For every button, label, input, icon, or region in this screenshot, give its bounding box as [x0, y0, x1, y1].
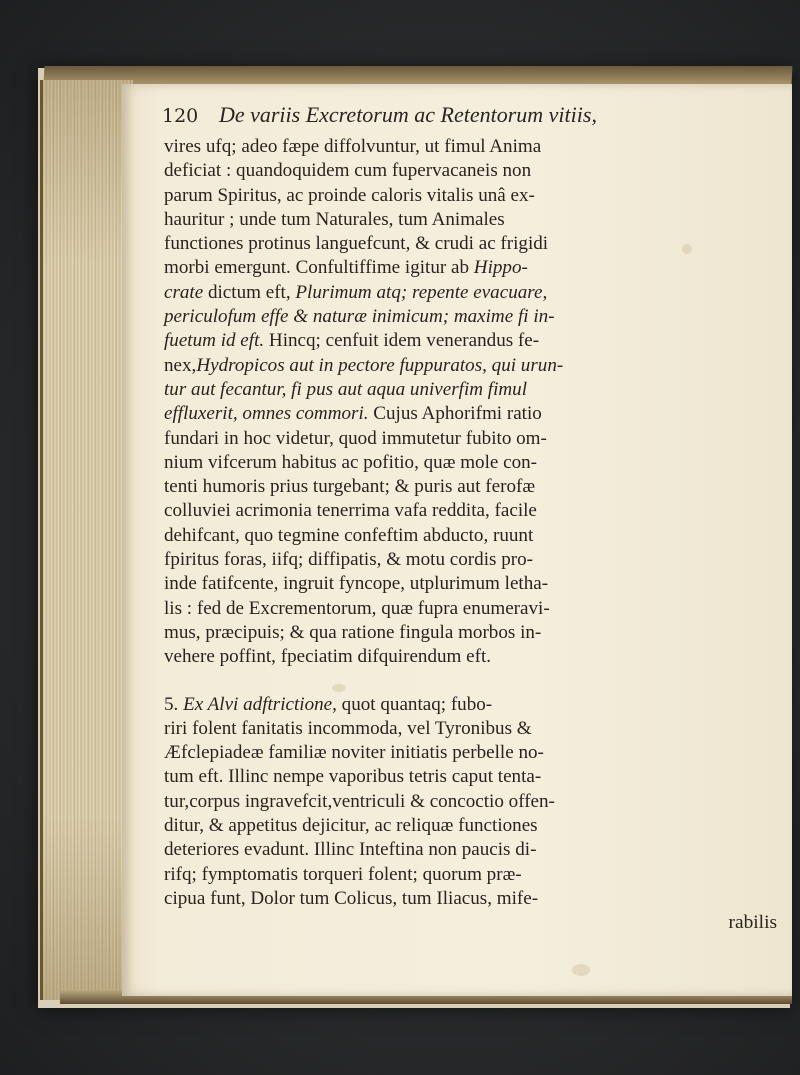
text-run: nium vifcerum habitus ac pofitio, quæ mole con-	[164, 451, 538, 473]
text-line	[164, 256, 776, 280]
text-run: parum Spiritus, ac proinde caloris vitalis unâ ex-	[164, 184, 535, 206]
book-top-edge	[44, 66, 793, 84]
text-line	[164, 427, 776, 451]
text-line	[164, 329, 776, 353]
body-text	[164, 135, 786, 936]
text-run: hauritur ; unde tum Naturales, tum Animales	[164, 208, 505, 230]
italic-run: Hippo-	[473, 257, 528, 279]
text-line	[164, 887, 776, 911]
text-line	[164, 621, 776, 645]
text-run: inde fatifcente, ingruit fyncope, utplurimum letha-	[164, 573, 549, 595]
text-line	[164, 741, 776, 765]
text-line	[164, 135, 776, 159]
text-line	[164, 572, 776, 596]
text-line	[164, 305, 776, 329]
text-line	[164, 790, 776, 814]
text-run: tum eft. Illinc nempe vaporibus tetris caput tenta-	[164, 766, 542, 788]
text-run: deficiat : quandoquidem cum fupervacaneis non	[164, 160, 532, 182]
text-run: rifq; fymptomatis torqueri folent; quorum præ-	[164, 863, 522, 885]
text-line	[164, 765, 776, 789]
text-line	[164, 402, 776, 426]
text-run: colluviei acrimonia tenerrima vafa reddita, facile	[164, 500, 537, 522]
page-edges-stack	[40, 80, 133, 1000]
text-line	[164, 281, 776, 305]
italic-run: fuetum id eft.	[164, 330, 265, 352]
text-line	[164, 378, 776, 402]
italic-run: Plurimum atq; repente evacuare,	[295, 281, 548, 303]
text-run: tur,corpus ingravefcit,ventriculi & concoctio offen-	[164, 790, 555, 812]
italic-run: Ex Alvi adftrictione	[183, 693, 333, 715]
paragraph-gap	[164, 670, 786, 693]
text-run: fpiritus foras, iifq; diffipatis, & motu cordis pro-	[164, 549, 533, 571]
text-line	[164, 232, 776, 256]
page-number: 120	[162, 105, 199, 127]
italic-run: tur aut fecantur, fi pus aut aqua univerfim fimul	[164, 378, 528, 400]
text-run: , quot quantaq; fubo-	[332, 693, 493, 715]
text-run: Hincq; cenfuit idem venerandus fe-	[264, 330, 540, 352]
text-run: riri folent fanitatis incommoda, vel Tyronibus &	[164, 717, 532, 739]
text-line	[164, 159, 776, 183]
text-run: vires ufq; adeo fæpe diffolvuntur, ut fimul Anima	[164, 136, 542, 157]
text-line	[164, 548, 776, 572]
text-run: Cujus Aphorifmi ratio	[368, 403, 542, 425]
text-run: mus, præcipuis; & qua ratione fingula morbos in-	[164, 621, 542, 643]
paper-stain	[572, 964, 590, 976]
italic-run: Hydropicos aut in pectore fuppuratos, qui urun-	[196, 354, 564, 376]
text-run: nex,	[164, 354, 197, 376]
text-line	[164, 645, 776, 669]
text-run: 5.	[164, 693, 184, 715]
text-line	[164, 838, 776, 862]
text-run: tenti humoris prius turgebant; & puris aut ferofæ	[164, 476, 536, 498]
text-run: dictum eft,	[203, 281, 296, 303]
text-line	[164, 693, 776, 717]
text-line	[164, 814, 776, 838]
italic-run: crate	[164, 281, 204, 303]
text-line	[164, 451, 776, 475]
text-line	[164, 524, 776, 548]
text-line	[164, 354, 776, 378]
paragraph	[164, 135, 786, 670]
text-run: deteriores evadunt. Illinc Inteftina non paucis di-	[164, 839, 537, 861]
catchword: rabilis	[728, 912, 777, 934]
text-line	[164, 475, 776, 499]
italic-run: periculofum effe & naturæ inimicum; maxime fi in-	[164, 306, 555, 328]
text-run: morbi emergunt. Confultiffime igitur ab	[164, 257, 474, 279]
text-line	[164, 499, 776, 523]
text-run: ditur, & appetitus dejicitur, ac reliquæ functiones	[164, 815, 538, 837]
page-header	[162, 102, 762, 132]
text-run: lis : fed de Excrementorum, quæ fupra enumeravi-	[164, 597, 550, 619]
text-run: cipua funt, Dolor tum Colicus, tum Iliacus, mife-	[164, 887, 539, 909]
text-run: fundari in hoc videtur, quod immutetur fubito om-	[164, 427, 547, 449]
text-line	[164, 208, 776, 232]
text-run: Æfclepiadeæ familiæ noviter initiatis perbelle no-	[164, 742, 544, 764]
text-line	[164, 717, 776, 741]
text-line	[164, 597, 776, 621]
text-run: dehifcant, quo tegmine confeftim abducto, ruunt	[164, 524, 534, 546]
text-line	[164, 184, 776, 208]
text-run: vehere poffint, fpeciatim difquirendum eft.	[164, 646, 492, 668]
text-line	[164, 863, 776, 887]
running-head: De variis Excretorum ac Retentorum vitiis,	[218, 102, 597, 127]
italic-run: effluxerit, omnes commori.	[164, 403, 369, 425]
paragraph	[164, 693, 786, 912]
text-run: functiones protinus languefcunt, & crudi ac frigidi	[164, 233, 549, 255]
